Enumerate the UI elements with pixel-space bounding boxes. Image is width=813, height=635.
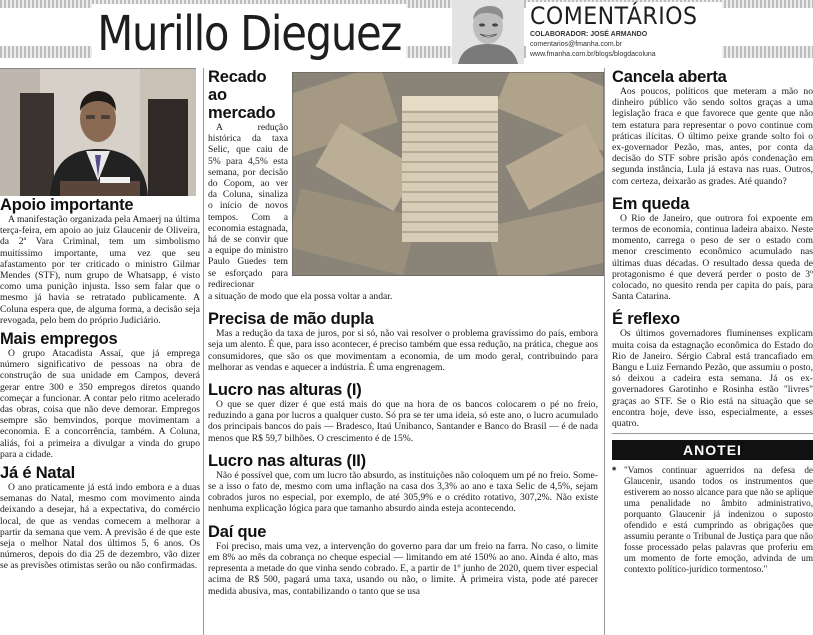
section-header	[526, 2, 722, 62]
headline: Em queda	[612, 194, 690, 213]
contact-email[interactable]: comentarios@fmanha.com.br	[530, 41, 622, 48]
columnist-portrait	[452, 0, 524, 64]
body-text: Não é possível que, com um lucro tão absurdo, as instituições não coloquem um pé no freio. Some-se a isso o fato de, mesmo com uma inflação na casa dos 3,3% ao ano e taxa Selic de 4,5%, sejam cobrados juros no especial, por exemplo, de até 305,9% e o crédito rotativo, 307,2%. Não existe nenhuma explicação lógica para que tamanho absurdo ainda esteja acontecendo.	[208, 469, 598, 515]
body-text-continued: a situação de modo que ela possa voltar a andar.	[208, 291, 393, 303]
body-text: Aos poucos, políticos que meteram a mão no dinheiro público vão sendo soltos graças a uma legislação fraca e que favorece que gente que não tem estatura para representar o povo continue com práticas ilícitas. O último peixe grande solto foi o ex-governador Pezão, mas, antes, por conta da decisão do STF sobre prisão após condenação em segunda instância, Lula já estava nas ruas. Outros, com certeza, deixarão as grades. Até quando?	[612, 86, 813, 187]
right-column	[612, 68, 813, 575]
blog-url[interactable]: www.fmanha.com.br/blogs/blogdacoluna	[530, 51, 656, 58]
body-text: O grupo Atacadista Assaí, que já emprega número significativo de pessoas na obra de construção de sua unidade em Campos, deverá gerar entre 300 e 350 empregos diretos quando começar a funcionar. A contar pelo ritmo acelerado das obras, coisa que não deve demorar. Empregos sempre são bemvindos, porque movimentam a economia. E a concorrência, também. A Coluna, aliás, foi a primeira a divulgar a vinda do grupo para a cidade.	[0, 348, 200, 460]
article-e-reflexo	[612, 310, 813, 429]
bullet-asterisk: *	[612, 465, 617, 478]
body-text: O que se quer dizer é que está mais do que na hora de os bancos colocarem o pé no freio, reduzindo a gana por lucros a qualquer custo. Só pra se ter uma ideia, só este ano, o lucro acumulado dos principais bancos do país — Bradesco, Itaú Unibanco, Santander e Banco do Brasil — é de nada menos que R$ 59,7 bilhões. O crescimento é de 15%.	[208, 399, 598, 444]
body-text: O ano praticamente já está indo embora e a duas semanas do Natal, mesmo com movimento ainda deixando a desejar, há a expectativa, do comércio local, de que as vendas comecem a melhorar a partir da semana que vem. A previsão é de que este seja o melhor Natal dos últimos 5, 6 anos. Os números, depois do dia 25 de dezembro, vão dizer se as previsões otimistas serão ou não confirmadas.	[0, 482, 200, 572]
article-em-queda	[612, 195, 813, 303]
body-text: Os últimos governadores fluminenses explicam muita coisa da estagnação econômica do Estado do Rio de Janeiro. Sérgio Cabral está trancafiado em Bangu e Luiz Fernando Pezão, que assumiu o posto, só deixou a cadeira esta semana. Já os ex-governadores Garotinho e Rosinha estão "livres" graças ao STF. Se o Rio está na situação que se encontra hoje, deve isso, especialmente, a esses quatro.	[612, 328, 813, 430]
article-mais-empregos	[0, 330, 200, 460]
headline: Precisa de mão dupla	[208, 310, 374, 329]
middle-column	[208, 68, 598, 601]
divider	[612, 433, 813, 434]
anotei-header: ANOTEI	[612, 440, 813, 460]
article-recado-ao-mercado	[208, 68, 288, 290]
headline: Lucro nas alturas (I)	[208, 381, 362, 400]
headline: Já é Natal	[0, 464, 76, 483]
headline: Apoio importante	[0, 196, 134, 214]
body-text: A manifestação organizada pela Amaerj na última terça-feira, em apoio ao juiz Glaucenir de Oliveira, da 2ª Vara Criminal, tem um simbolismo muitíssimo importante, uma vez que seu afastamento por ter criticado o ministro Gilmar Mendes (STF), num grupo de Whatsapp, é visto como uma punição injusta. Isso sem falar que o mesmo já havia se retratado publicamente. A Coluna espera que, de alguma forma, a decisão seja revogada, pelo bem do próprio Judiciário.	[0, 214, 200, 326]
section-title: COMENTÁRIOS	[530, 2, 698, 30]
article-apoio-importante	[0, 196, 200, 326]
body-text: A redução histórica da taxa Selic, que caiu de 5% para 4,5% esta semana, por decisão do Copom, ao ver da Coluna, sinaliza o início de novos tempos. Com a economia estagnada, há de se convir que a equipe do ministro Paulo Guedes tem se esforçado para redirecionar	[208, 122, 288, 290]
collaborator-credit: COLABORADOR: JOSÉ ARMANDO	[530, 31, 648, 38]
anotei-quote	[612, 465, 813, 575]
headline: Cancela aberta	[612, 68, 727, 86]
column-divider	[203, 68, 204, 635]
article-dai-que	[208, 523, 598, 597]
columnist-name: Murillo Dieguez	[92, 4, 406, 64]
judge-photo	[0, 68, 196, 196]
article-ja-e-natal	[0, 464, 200, 572]
body-text: O Rio de Janeiro, que outrora foi expoente em termos de economia, continua ladeira abaixo. Neste momento, carrega o peso de ser o estado com menor crescimento econômico acumulado nas últimas duas décadas. O resultado dessa queda de protagonismo é que deverá perder o posto de 3º colocado, no quesito renda per capita do país, para Santa Catarina.	[612, 212, 813, 303]
headline: Mais empregos	[0, 330, 118, 349]
column-divider	[604, 68, 605, 635]
body-text: Foi preciso, mais uma vez, a intervenção do governo para dar um freio na farra. No caso, o limite em 8% ao mês da cobrança no cheque especial — limitando em até 150% ao ano. Ainda é alto, mas representa a metade do que vinha sendo cobrado. E, a partir de 1º junho de 2020, quem tiver especial acima de R$ 500, pagará uma taxa, usando ou não, o limite. À primeira vista, pode até parecer medida abusiva, mas, contabilizando o tanto que se usa	[208, 540, 598, 597]
article-lucro-nas-alturas-1	[208, 381, 598, 444]
article-cancela-aberta	[612, 68, 813, 187]
headline: É reflexo	[612, 310, 680, 329]
article-precisa-de-mao-dupla	[208, 310, 598, 373]
headline: Daí que	[208, 522, 267, 541]
quote-text: "Vamos continuar aguerridos na defesa de Glaucenir, usando todos os instrumentos que estiverem ao nosso alcance para que não se aplique uma penalidade no âmbito administrativo, porquanto Glaucenir já indenizou o suposto ofendido e está cumprindo as obrigações que assumiu perante o Tribunal de Justiça para que não fosse processado pelas palavras que proferiu em um momento de forte emoção, advinda de um contexto político-jurídico tormentoso."	[624, 465, 813, 575]
article-lucro-nas-alturas-2	[208, 452, 598, 515]
left-column	[0, 68, 200, 576]
headline: Lucro nas alturas (II)	[208, 451, 366, 470]
headline: Recado ao mercado	[208, 68, 276, 122]
body-text: Mas a redução da taxa de juros, por si só, não vai resolver o problema gravíssimo do país, embora seja um alento. É que, para isso acontecer, é preciso também que essa redução, na prática, chegue aos consumidores, que são os que movimentam a economia, de um modo geral, contribuindo para melhorar as vendas e aquecer a indústria. É uma engrenagem.	[208, 328, 598, 373]
